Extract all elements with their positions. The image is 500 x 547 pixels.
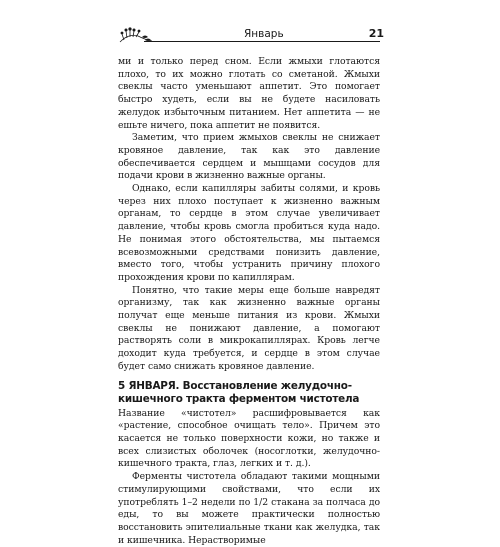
running-title: Январь bbox=[244, 28, 284, 40]
paragraph: Понятно, что такие меры еще больше навредят организму, так как жизненно важные органы получат еще меньше питания из крови. Жмыхи свеклы не понижают давление, а помогают растворять соли в микрокапиллярах. Кровь легче доходит куда требуется, и сердце в этом случае будет само снижать кровяное давление. bbox=[118, 284, 380, 372]
body-text bbox=[118, 56, 380, 547]
paragraph: Название «чистотел» расшифровывается как «растение, способное очищать тело». Причем это касается не только поверхности кожи, но также и всех слизистых оболочек (носоглотки, желудочно-кишечного тракта, глаз, легких и т. д.). bbox=[118, 407, 380, 470]
paragraph: Заметим, что прием жмыхов свеклы не снижает кровяное давление, так как это давление обеспечивается сердцем и мышцами сосудов для подачи крови в жизненно важные органы. bbox=[118, 132, 380, 182]
flower-sprig-icon bbox=[118, 24, 158, 48]
page-number: 21 bbox=[368, 27, 384, 40]
running-header bbox=[118, 24, 384, 48]
header-rule bbox=[144, 41, 380, 42]
paragraph: Ферменты чистотела обладают такими мощными стимулирующими свойствами, что если их употреблять 1–2 недели по 1/2 стакана за полчаса до еды, то вы можете практически полностью восстановить эпителиальные ткани как желудка, так и кишечника. Нерастворимые bbox=[118, 471, 380, 546]
section-heading: 5 ЯНВАРЯ. Восстановление желудочно-кишечного тракта ферментом чистотела bbox=[118, 379, 360, 406]
paragraph: ми и только перед сном. Если жмыхи глотаются плохо, то их можно глотать со сметаной. Жмыхи свеклы часто уменьшают аппетит. Это помогает быстро худеть, если вы не будете насиловать желудок избыточным питанием. Нет аппетита — не ешьте ничего, пока аппетит не появится. bbox=[118, 56, 380, 131]
paragraph: Однако, если капилляры забиты солями, и кровь через них плохо поступает к жизненно важным органам, то сердце в этом случае увеличивает давление, чтобы кровь смогла пробиться куда надо. Не понимая этого обстоятельства, мы пытаемся всевозможными средствами понизить давление, вместо того, чтобы устранить причину плохого прохождения крови по капиллярам. bbox=[118, 183, 380, 283]
